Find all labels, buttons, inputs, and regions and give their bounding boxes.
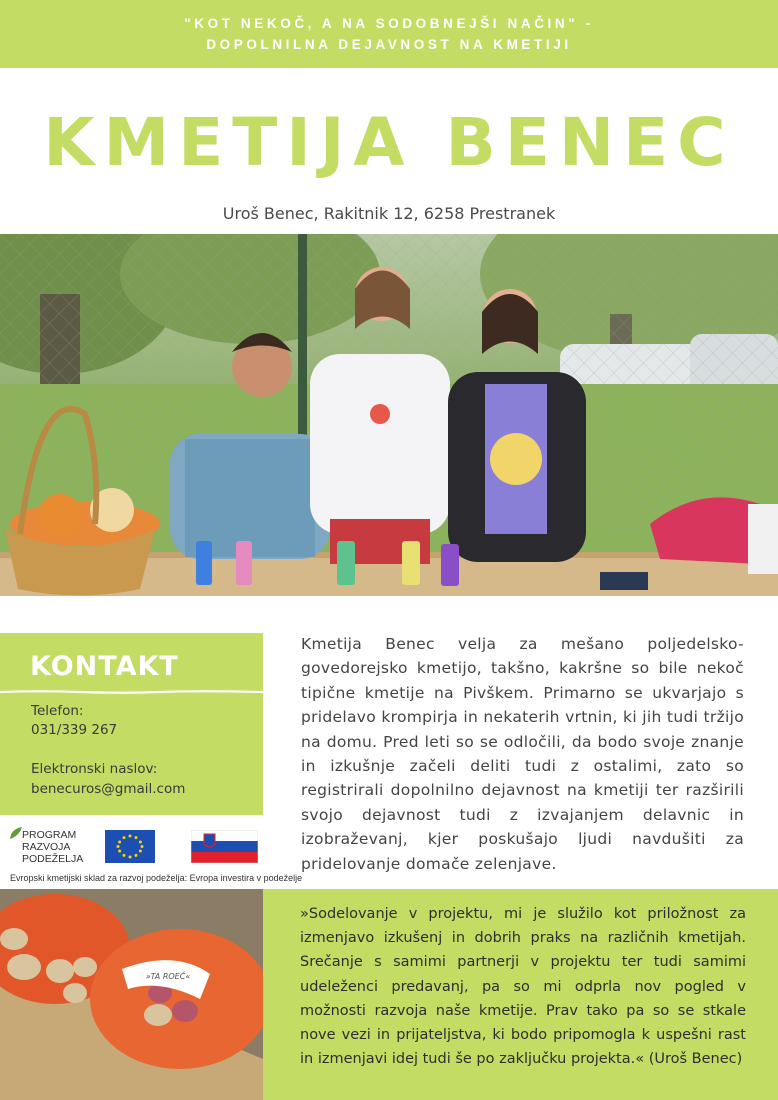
contact-heading: KONTAKT: [30, 651, 179, 682]
email-label: Elektronski naslov:: [31, 761, 158, 777]
program-logo-line-2: RAZVOJA: [22, 841, 71, 853]
page-title: KMETIJA BENEC: [43, 104, 735, 181]
contact-divider: [0, 690, 263, 694]
intro-paragraph: Kmetija Benec velja za mešano poljedelsko-govedorejsko kmetijo, takšno, kakršne so bile nekoč tipične kmetije na Pivškem. Primarno se ukvarjajo s pridelavo krompirja in nekaterih vrtnin, ki jih tudi tržijo na domu. Pred leti so se odločili, da bodo svoje znanje in izkušnje začeli deliti tudi z ostalimi, zato so registrirali dopolnilno dejavnost na kmetiji ter razširili svojo dejavnost tudi z izvajanjem delavnic in izobraževanj, kjer poskušajo ljudi navdušiti za pridelovanje domače zelenjave.: [301, 635, 744, 873]
eu-fund-caption: Evropski kmetijski sklad za razvoj podeželja: Evropa investira v podeželje: [10, 873, 303, 883]
banner-line-1: "KOT NEKOČ, A NA SODOBNEJŠI NAČIN" -: [184, 16, 594, 31]
potato-photo: [0, 889, 263, 1100]
address: Uroš Benec, Rakitnik 12, 6258 Prestranek: [222, 204, 556, 223]
bag-tag-label: »TA ROEČ«: [145, 972, 191, 981]
top-banner: [0, 0, 778, 68]
program-logo-line-3: PODEŽELJA: [22, 853, 84, 865]
quote-paragraph: »Sodelovanje v projektu, mi je služilo kot priložnost za izmenjavo izkušenj in dobrih praks na različnih kmetijah. Srečanje s samimi partnerji v projektu ter tudi samimi udeleženci predavanj, pa so mi odprla nov pogled v možnosti razvoja naše kmetije. Prav tako pa so se stkale nove vezi in prijateljstva, ki bodo pripomogla k uspešni rast in izmenjavi idej tudi še po zaključku projekta.« (Uroš Benec): [300, 906, 746, 1068]
phone-number[interactable]: 031/339 267: [31, 722, 118, 738]
email-address[interactable]: benecuros@gmail.com: [31, 781, 186, 797]
eu-flag-icon: [105, 830, 155, 863]
program-logo-line-1: PROGRAM: [22, 829, 77, 841]
phone-label: Telefon:: [31, 703, 84, 719]
hero-photo: [0, 234, 778, 596]
banner-line-2: DOPOLNILNA DEJAVNOST NA KMETIJI: [206, 37, 572, 52]
slovenia-flag-icon: [191, 830, 258, 863]
